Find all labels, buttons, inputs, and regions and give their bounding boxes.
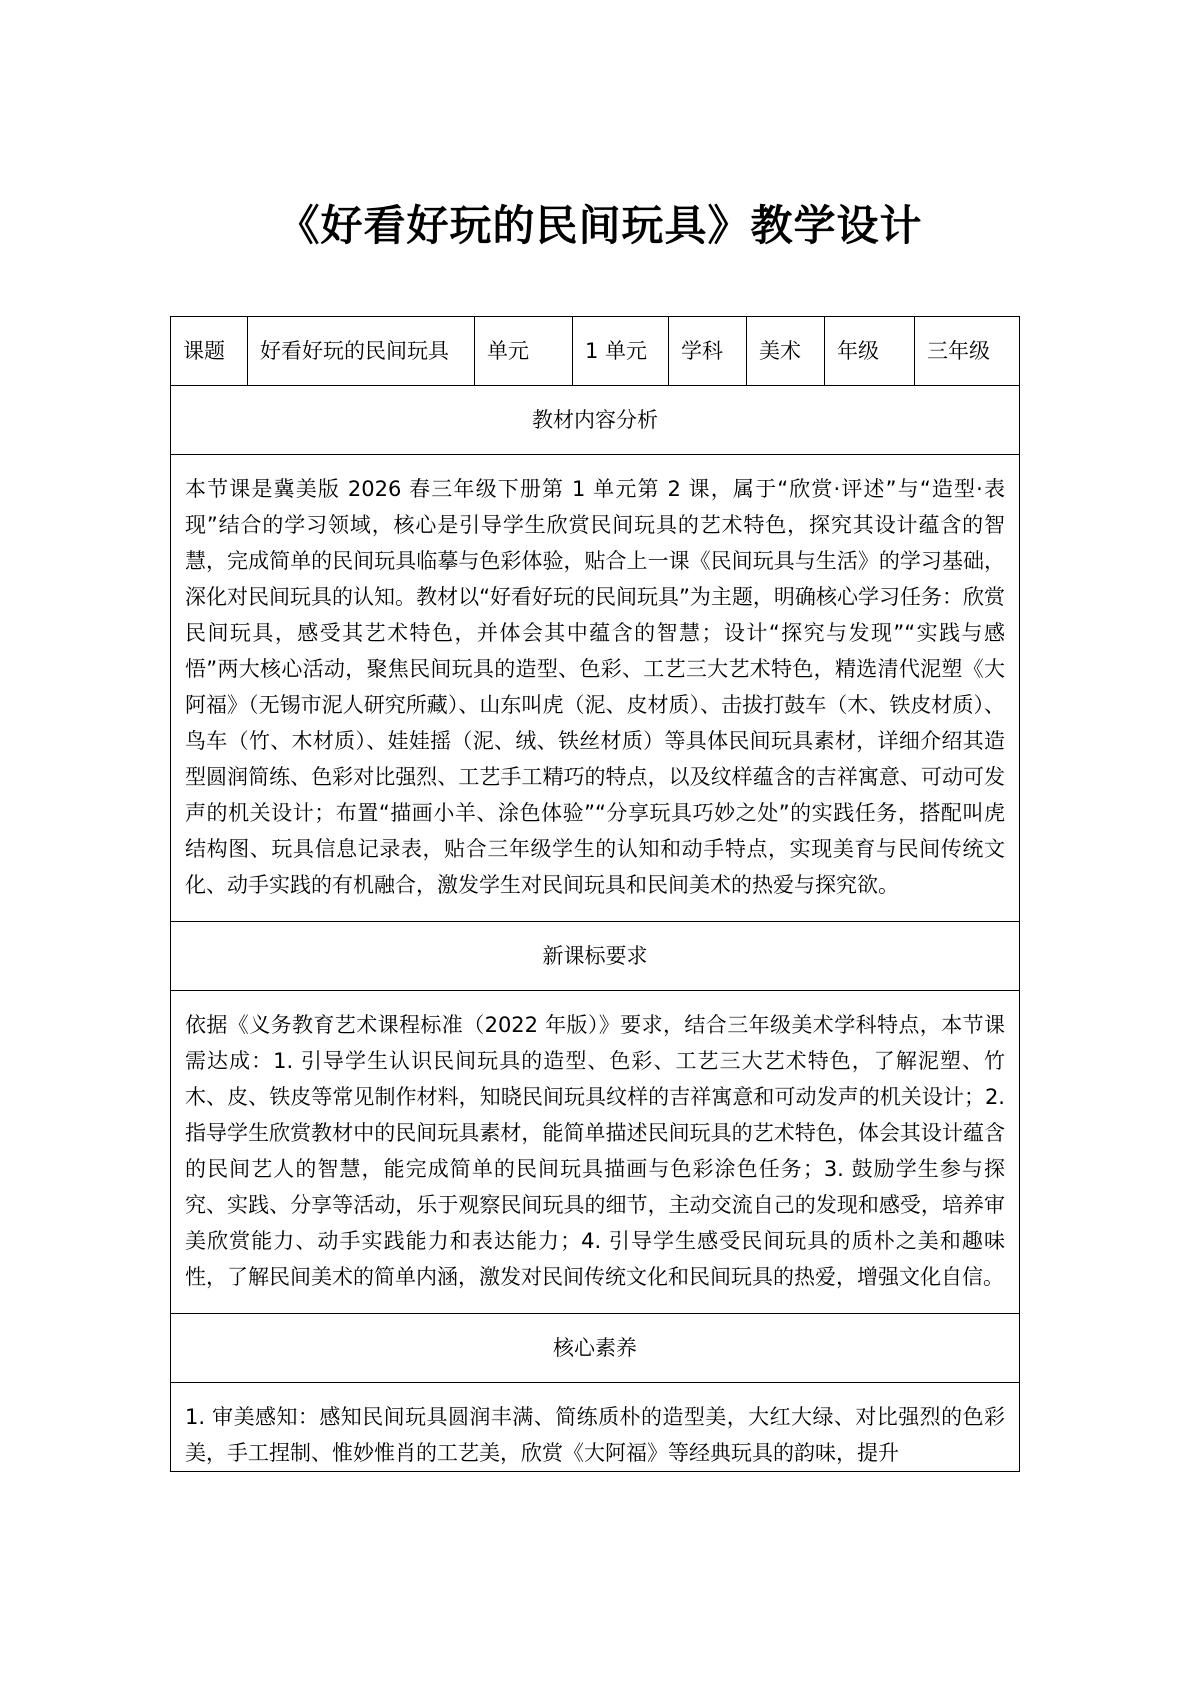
section-body-row [171,1383,1020,1472]
topic-value: 好看好玩的民间玩具 [248,317,475,386]
grade-label: 年级 [825,317,915,386]
section-header-row [171,1314,1020,1383]
section-body-textbook-analysis: 本节课是冀美版 2026 春三年级下册第 1 单元第 2 课，属于“欣赏·评述”与“造型·表现”结合的学习领域，核心是引导学生欣赏民间玩具的艺术特色，探究其设计蕴含的智慧，完成简单的民间玩具临摹与色彩体验，贴合上一课《民间玩具与生活》的学习基础，深化对民间玩具的认知。教材以“好看好玩的民间玩具”为主题，明确核心学习任务：欣赏民间玩具，感受其艺术特色，并体会其中蕴含的智慧；设计“探究与发现”“实践与感悟”两大核心活动，聚焦民间玩具的造型、色彩、工艺三大艺术特色，精选清代泥塑《大阿福》（无锡市泥人研究所藏）、山东叫虎（泥、皮材质）、击拔打鼓车（木、铁皮材质）、鸟车（竹、木材质）、娃娃摇（泥、绒、铁丝材质）等具体民间玩具素材，详细介绍其造型圆润简练、色彩对比强烈、工艺手工精巧的特点，以及纹样蕴含的吉祥寓意、可动可发声的机关设计；布置“描画小羊、涂色体验”“分享玩具巧妙之处”的实践任务，搭配叫虎结构图、玩具信息记录表，贴合三年级学生的认知和动手特点，实现美育与民间传统文化、动手实践的有机融合，激发学生对民间玩具和民间美术的热爱与探究欲。 [171,455,1020,922]
topic-label: 课题 [171,317,248,386]
page-title: 《好看好玩的民间玩具》教学设计 [277,201,923,250]
section-heading-textbook-analysis: 教材内容分析 [171,386,1020,455]
unit-label: 单元 [475,317,573,386]
section-body-core-literacy: 1. 审美感知：感知民间玩具圆润丰满、简练质朴的造型美，大红大绿、对比强烈的色彩美，手工捏制、惟妙惟肖的工艺美，欣赏《大阿福》等经典玩具的韵味，提升 [171,1383,1020,1472]
section-header-row [171,922,1020,991]
section-body-row [171,455,1020,922]
subject-label: 学科 [669,317,747,386]
lesson-plan-table [170,316,1020,1472]
grade-value: 三年级 [915,317,1020,386]
section-body-curriculum-standard: 依据《义务教育艺术课程标准（2022 年版）》要求，结合三年级美术学科特点，本节课需达成：1. 引导学生认识民间玩具的造型、色彩、工艺三大艺术特色，了解泥塑、竹木、皮、铁皮等常见制作材料，知晓民间玩具纹样的吉祥寓意和可动发声的机关设计；2. 指导学生欣赏教材中的民间玩具素材，能简单描述民间玩具的艺术特色，体会其设计蕴含的民间艺人的智慧，能完成简单的民间玩具描画与色彩涂色任务；3. 鼓励学生参与探究、实践、分享等活动，乐于观察民间玩具的细节，主动交流自己的发现和感受，培养审美欣赏能力、动手实践能力和表达能力；4. 引导学生感受民间玩具的质朴之美和趣味性，了解民间美术的简单内涵，激发对民间传统文化和民间玩具的热爱，增强文化自信。 [171,991,1020,1314]
section-heading-curriculum-standard: 新课标要求 [171,922,1020,991]
subject-value: 美术 [747,317,825,386]
section-header-row [171,386,1020,455]
info-row [171,317,1020,386]
section-body-row [171,991,1020,1314]
unit-value: 1 单元 [573,317,669,386]
section-heading-core-literacy: 核心素养 [171,1314,1020,1383]
